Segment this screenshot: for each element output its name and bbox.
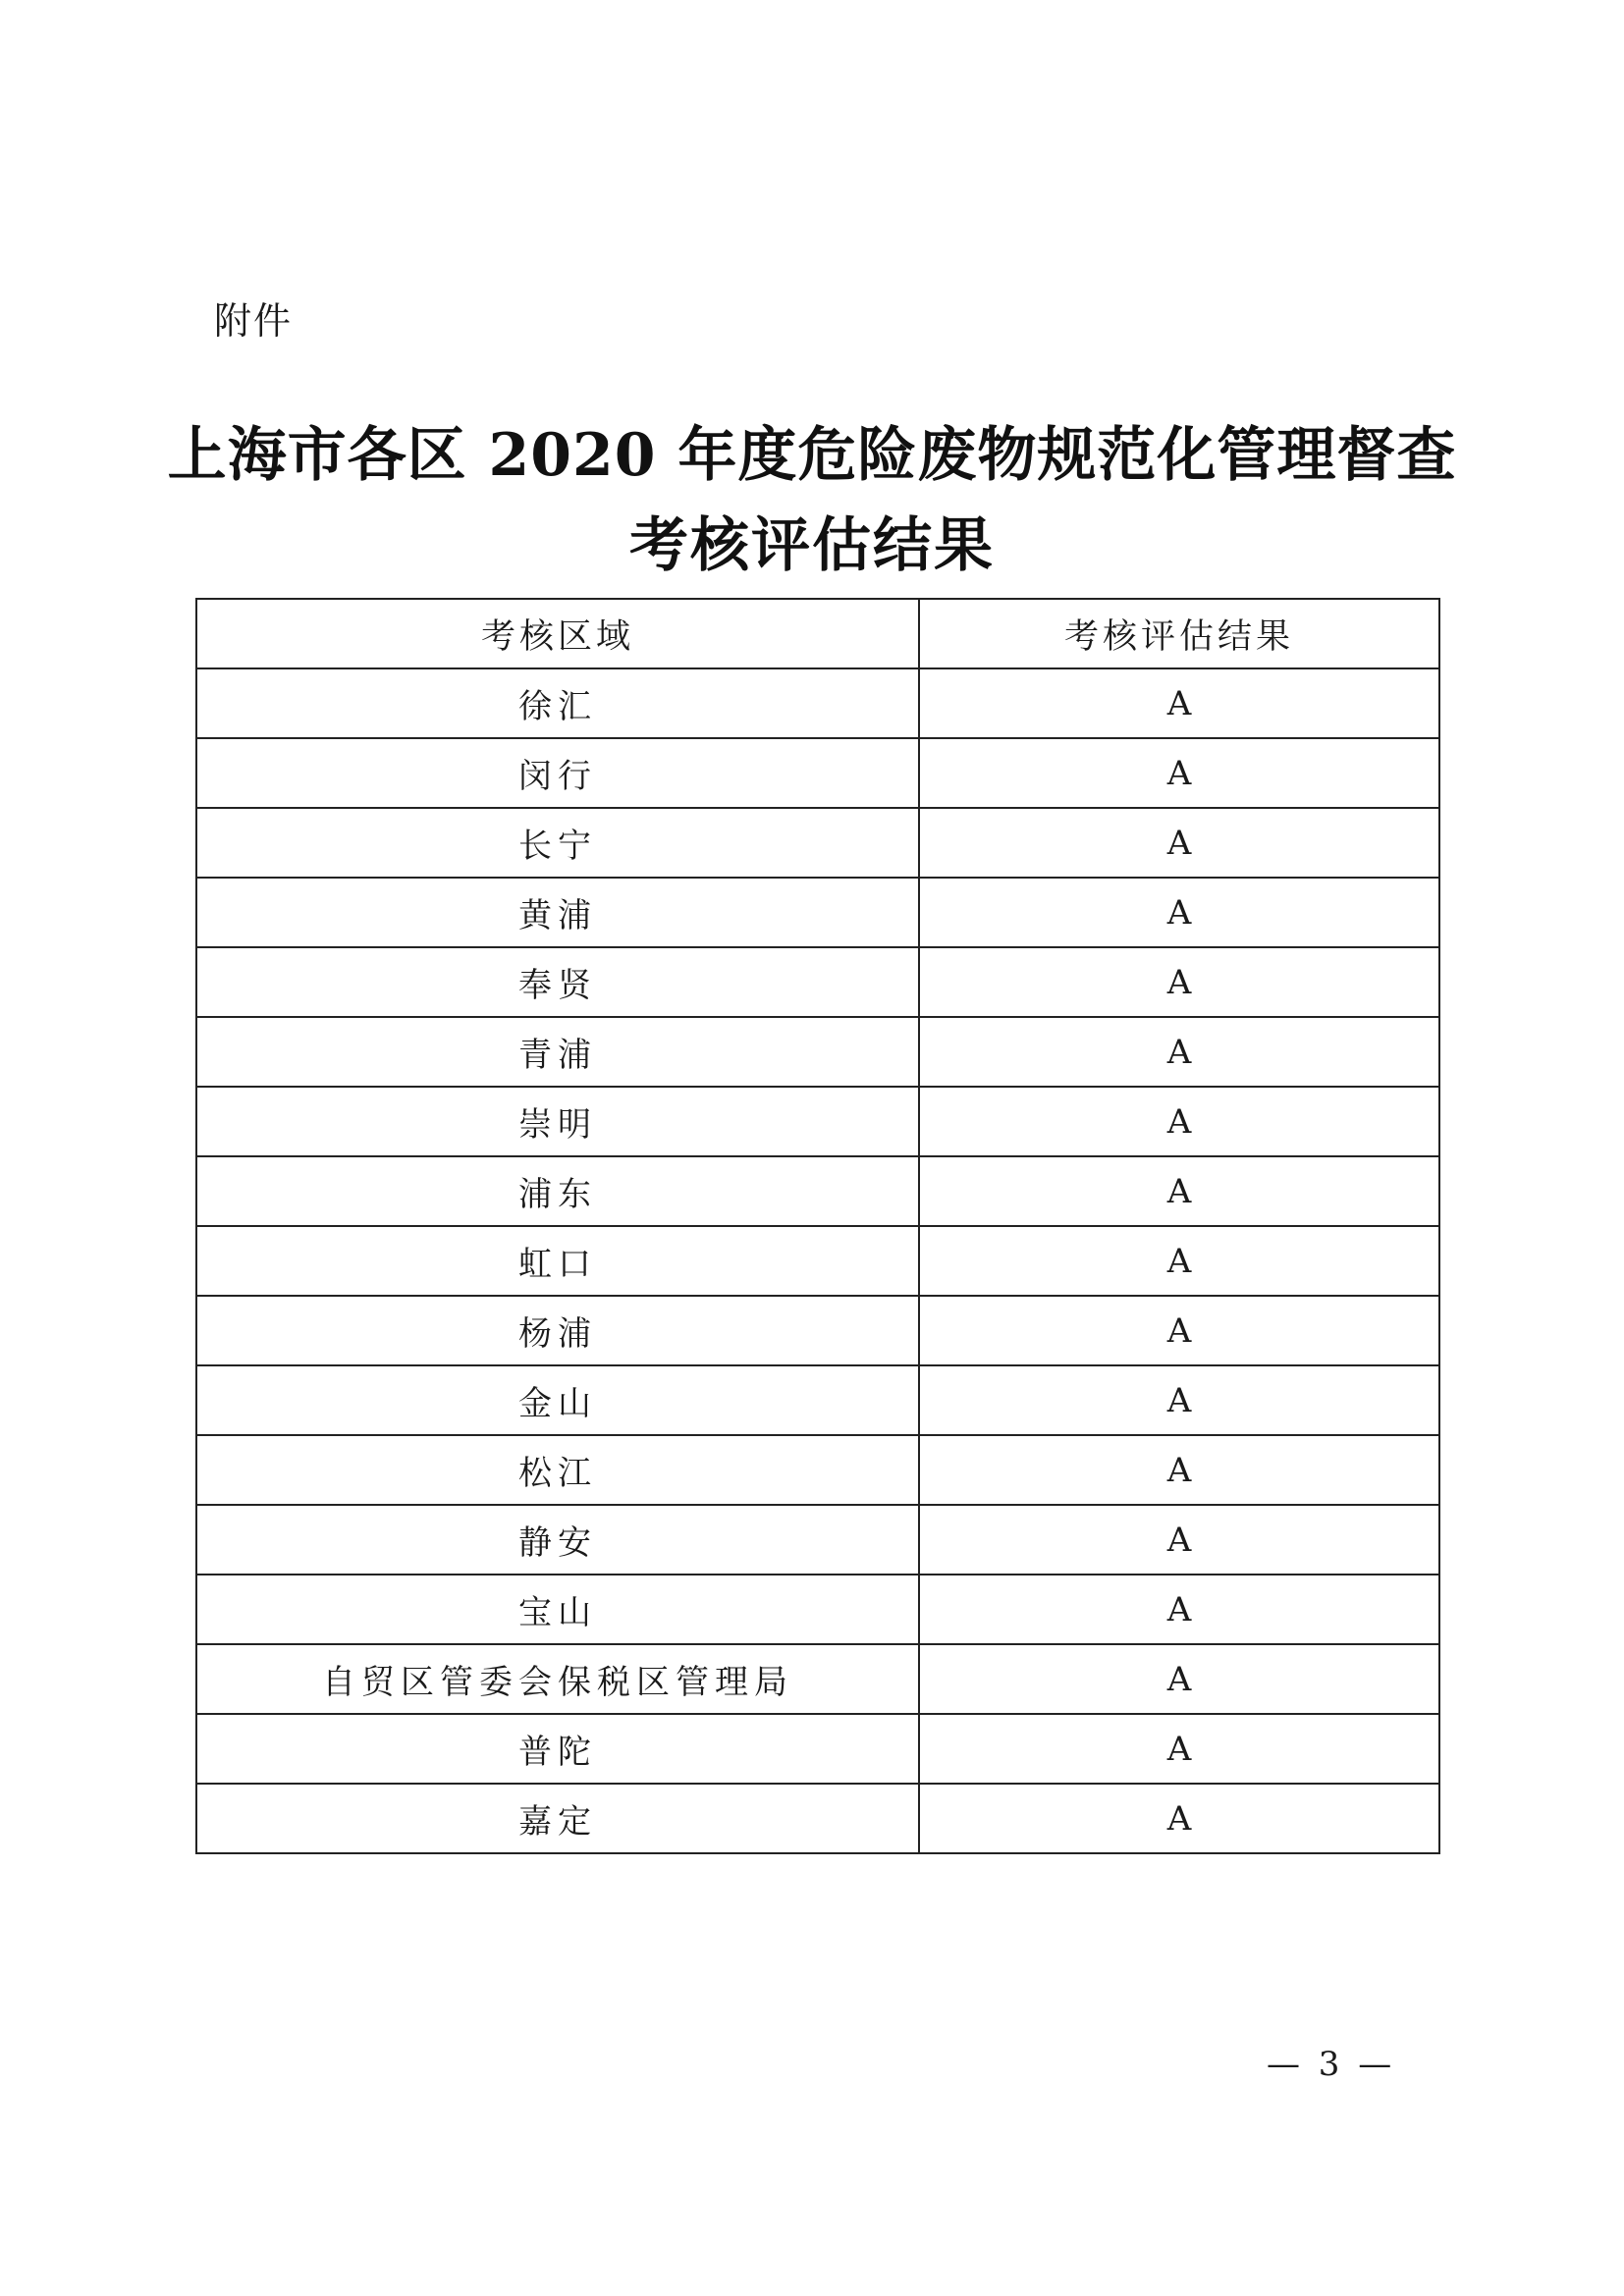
table-row	[196, 878, 1439, 947]
result-cell: A	[919, 947, 1439, 1017]
table-row	[196, 1644, 1439, 1714]
region-cell: 长宁	[196, 808, 919, 878]
table-row	[196, 1296, 1439, 1365]
region-cell: 奉贤	[196, 947, 919, 1017]
result-cell: A	[919, 1087, 1439, 1156]
table-row	[196, 947, 1439, 1017]
result-cell: A	[919, 1575, 1439, 1644]
table-row	[196, 1575, 1439, 1644]
result-cell: A	[919, 1365, 1439, 1435]
region-cell: 松江	[196, 1435, 919, 1505]
result-cell: A	[919, 1226, 1439, 1296]
result-cell: A	[919, 738, 1439, 808]
result-cell: A	[919, 1714, 1439, 1784]
table-row	[196, 668, 1439, 738]
region-cell: 闵行	[196, 738, 919, 808]
result-cell: A	[919, 808, 1439, 878]
result-cell: A	[919, 878, 1439, 947]
table-row	[196, 1365, 1439, 1435]
region-cell: 浦东	[196, 1156, 919, 1226]
table-row	[196, 1226, 1439, 1296]
region-cell: 自贸区管委会保税区管理局	[196, 1644, 919, 1714]
attachment-label: 附件	[214, 299, 294, 343]
region-cell: 金山	[196, 1365, 919, 1435]
region-cell: 静安	[196, 1505, 919, 1575]
region-cell: 杨浦	[196, 1296, 919, 1365]
header-region: 考核区域	[196, 599, 919, 668]
region-cell: 崇明	[196, 1087, 919, 1156]
region-cell: 普陀	[196, 1714, 919, 1784]
result-cell: A	[919, 1644, 1439, 1714]
result-cell: A	[919, 1296, 1439, 1365]
page-number: — 3 —	[1267, 2045, 1396, 2084]
table-row	[196, 1784, 1439, 1853]
table-row	[196, 1435, 1439, 1505]
table-row	[196, 1714, 1439, 1784]
assessment-results-table	[195, 598, 1440, 1854]
region-cell: 宝山	[196, 1575, 919, 1644]
table-row	[196, 1017, 1439, 1087]
result-cell: A	[919, 668, 1439, 738]
result-cell: A	[919, 1156, 1439, 1226]
table-header-row	[196, 599, 1439, 668]
result-cell: A	[919, 1017, 1439, 1087]
table-row	[196, 808, 1439, 878]
result-cell: A	[919, 1505, 1439, 1575]
table-row	[196, 1505, 1439, 1575]
result-cell: A	[919, 1435, 1439, 1505]
region-cell: 虹口	[196, 1226, 919, 1296]
header-result: 考核评估结果	[919, 599, 1439, 668]
region-cell: 嘉定	[196, 1784, 919, 1853]
document-title: 上海市各区 2020 年度危险废物规范化管理督查	[167, 421, 1457, 490]
table-row	[196, 1087, 1439, 1156]
region-cell: 青浦	[196, 1017, 919, 1087]
table-row	[196, 738, 1439, 808]
table-row	[196, 1156, 1439, 1226]
document-subtitle: 考核评估结果	[629, 511, 995, 580]
region-cell: 黄浦	[196, 878, 919, 947]
region-cell: 徐汇	[196, 668, 919, 738]
result-cell: A	[919, 1784, 1439, 1853]
